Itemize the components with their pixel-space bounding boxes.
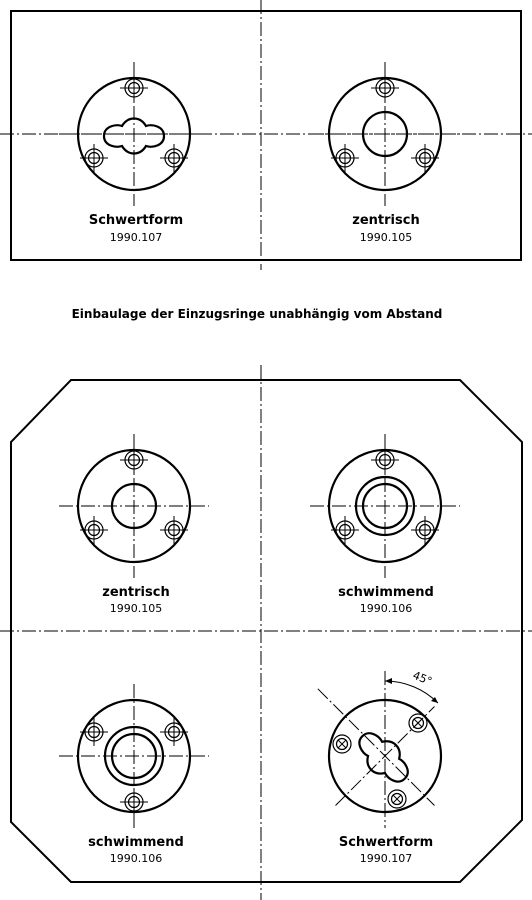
heading: Einbaulage der Einzugsringe unabhängig vom Abstand [71, 307, 443, 321]
screw-hole [80, 144, 108, 172]
ring-schwimmend-bottom-right [310, 434, 460, 578]
part-number-label: 1990.106 [359, 602, 413, 615]
part-number-label: 1990.107 [109, 231, 163, 244]
screw-hole [411, 144, 439, 172]
part-name-label: schwimmend [338, 585, 434, 600]
angle-label: 45° [410, 668, 434, 689]
part-number-label: 1990.107 [359, 852, 413, 865]
top-panel [0, 0, 532, 270]
ring-diagonal-centerline [318, 689, 435, 806]
ring-schwertform-rotated [268, 639, 484, 855]
part-number-label: 1990.105 [109, 602, 163, 615]
ring-schwimmend-bottom-left [59, 684, 209, 828]
screw-hole [160, 718, 188, 746]
bottom-panel [0, 365, 532, 900]
screw-hole [80, 516, 108, 544]
top-panel-frame [11, 11, 521, 260]
screw-hole [411, 516, 439, 544]
part-name-label: zentrisch [352, 213, 420, 228]
screw-hole [409, 714, 427, 732]
screw-hole [331, 144, 359, 172]
part-name-label: Schwertform [88, 213, 184, 228]
screw-hole [388, 790, 406, 808]
screw-hole [333, 735, 351, 753]
part-number-label: 1990.106 [109, 852, 163, 865]
part-name-label: zentrisch [102, 585, 170, 600]
ring-schwertform-top [59, 62, 209, 206]
part-name-label: schwimmend [88, 835, 184, 850]
screw-hole [160, 516, 188, 544]
part-name-label: Schwertform [338, 835, 434, 850]
screw-hole [80, 718, 108, 746]
ring-zentrisch-bottom [59, 434, 209, 578]
ring-zentrisch-top [310, 62, 460, 206]
angle-arrow-start [385, 678, 392, 684]
part-number-label: 1990.105 [359, 231, 413, 244]
screw-hole [160, 144, 188, 172]
screw-hole [331, 516, 359, 544]
